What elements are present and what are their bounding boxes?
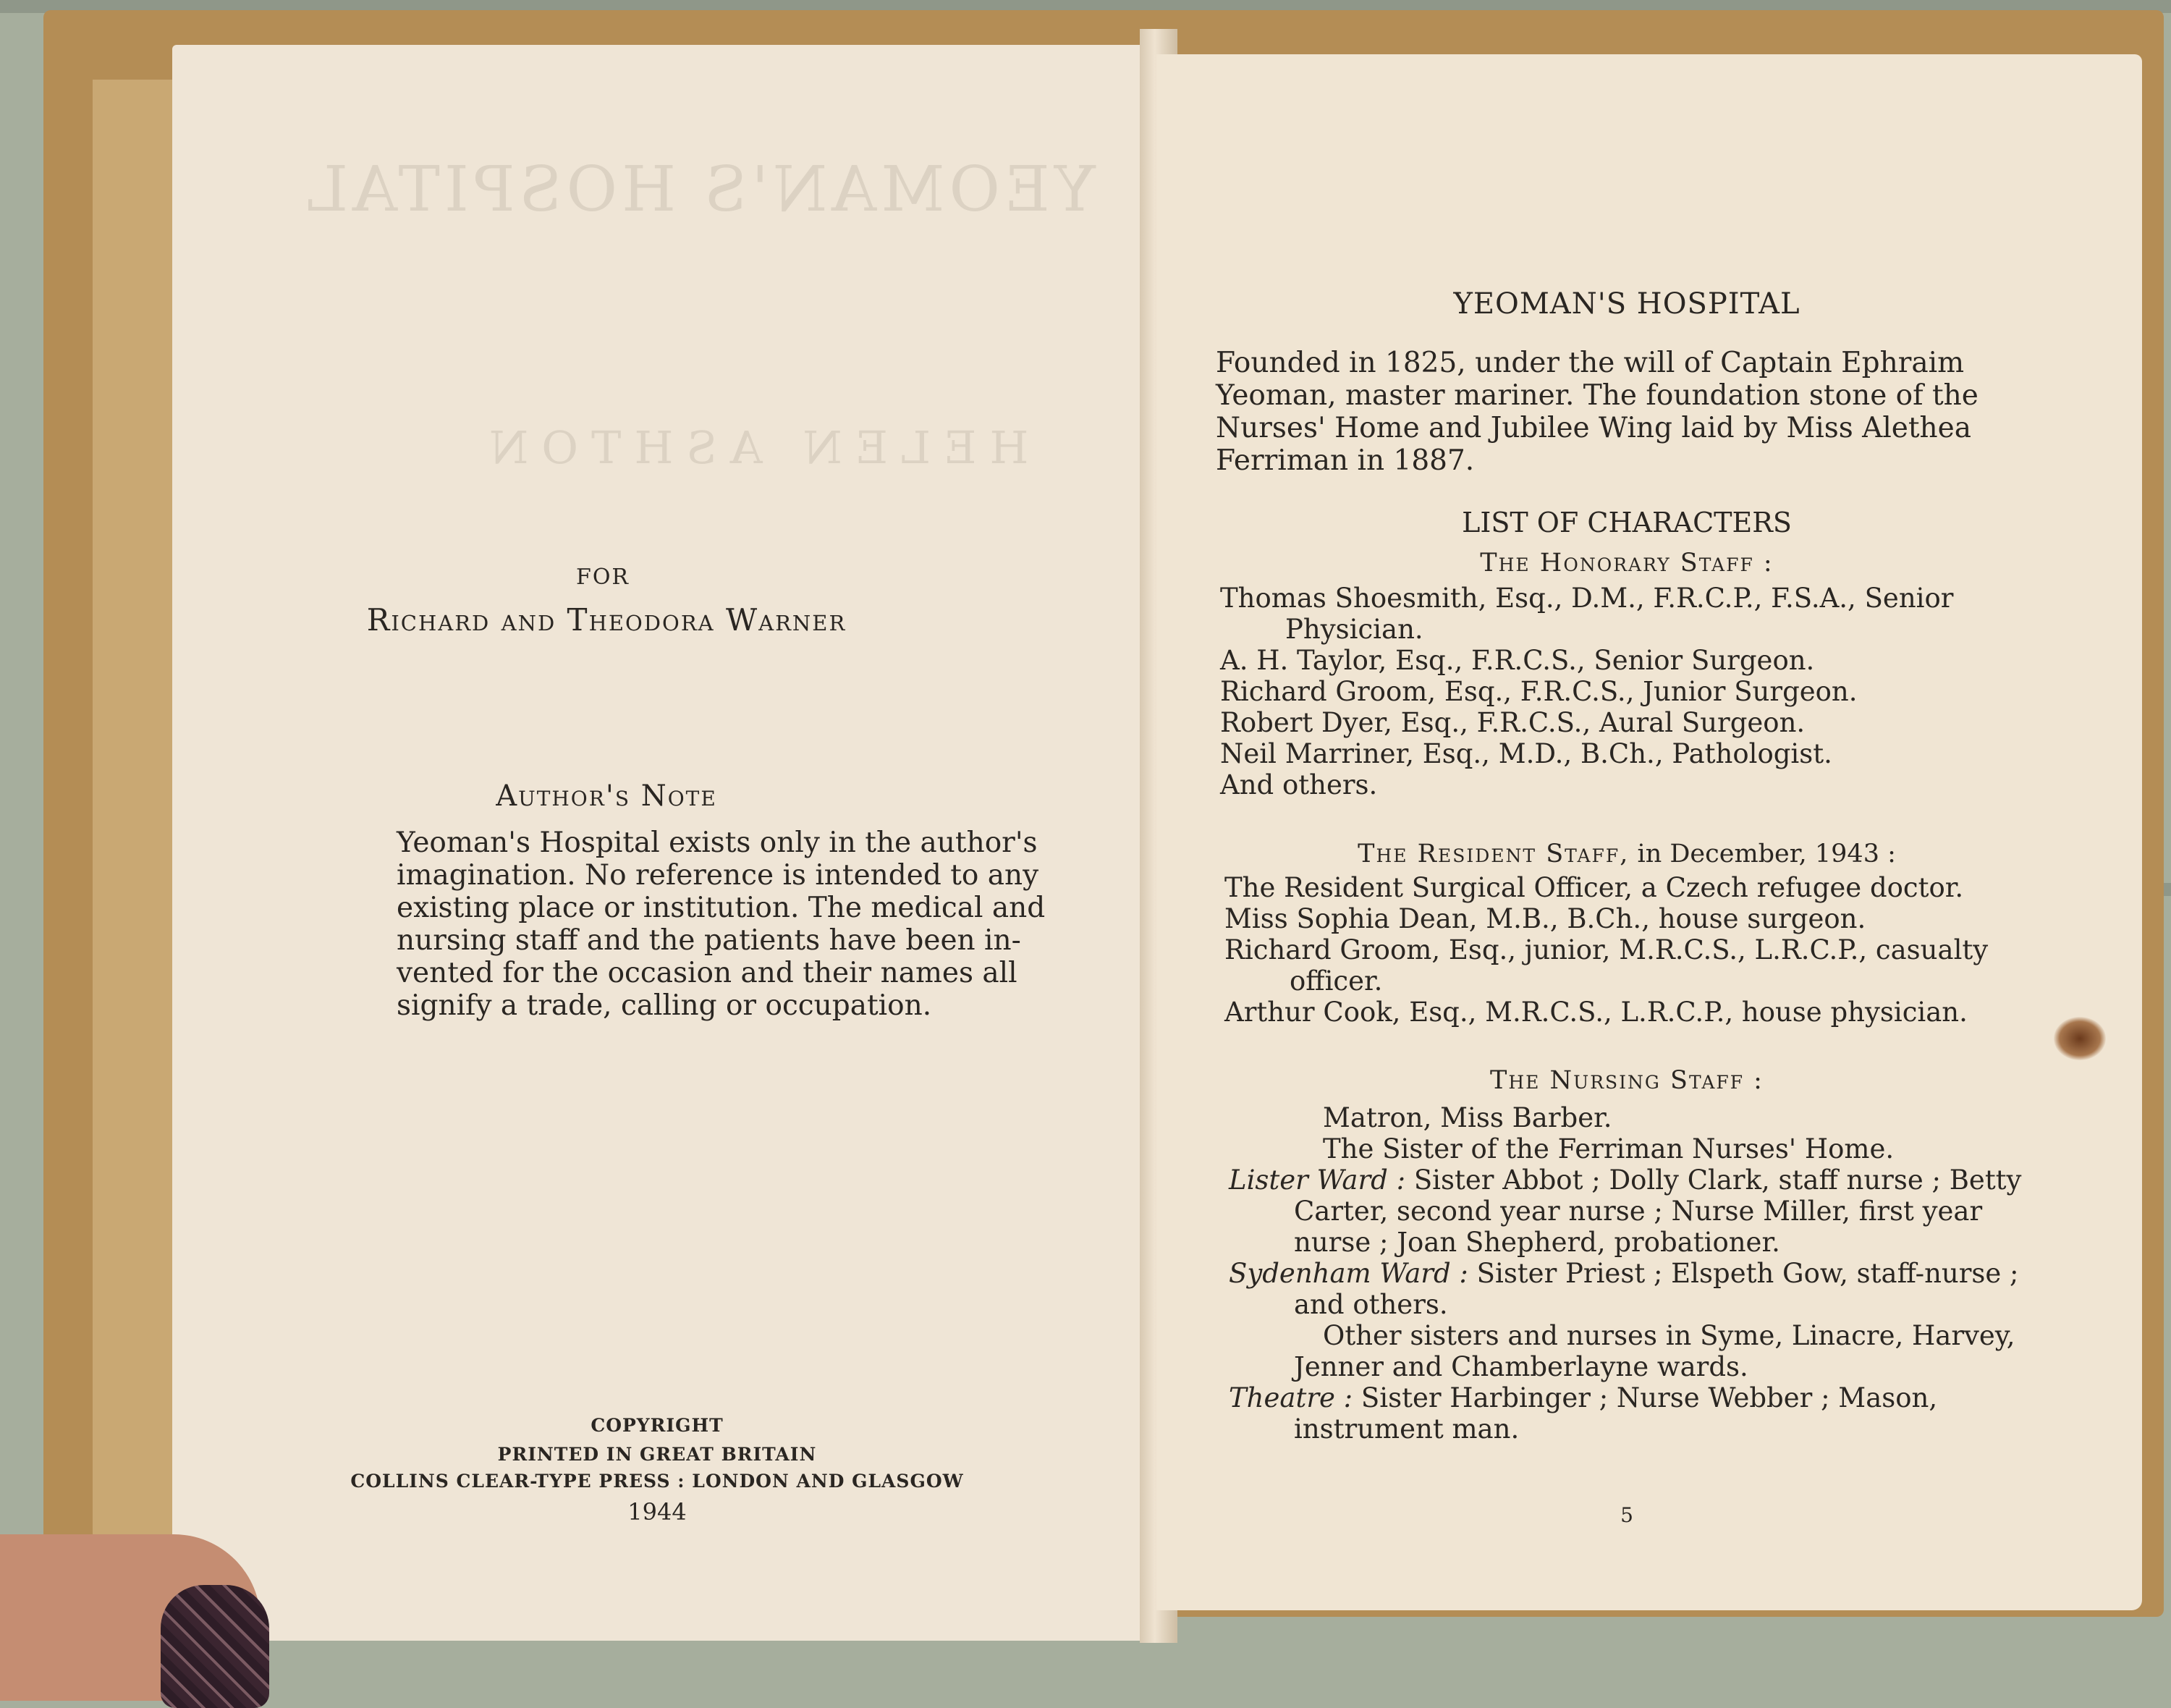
copyright-line: COPYRIGHT <box>591 1415 724 1436</box>
press-line: COLLINS CLEAR-TYPE PRESS : LONDON AND GLASGOW <box>350 1471 964 1492</box>
list-item: Richard Groom, Esq., junior, M.R.C.S., L.R.C.P., casualty <box>1224 934 1989 965</box>
note-line: imagination. No reference is intended to any <box>397 859 1039 892</box>
list-item: Miss Sophia Dean, M.B., B.Ch., house surgeon. <box>1224 903 1866 934</box>
lister-ward-entry <box>1229 1164 2021 1196</box>
sydenham-ward-entry <box>1229 1258 2021 1289</box>
painted-fingernail <box>161 1585 269 1708</box>
ward-text: Sister Harbinger ; Nurse Webber ; Mason, <box>1353 1382 1938 1413</box>
dedication-for: FOR <box>576 565 630 590</box>
list-item: Neil Marriner, Esq., M.D., B.Ch., Pathologist. <box>1220 738 1832 769</box>
honorary-heading: The Honorary Staff : <box>1480 549 1774 578</box>
ward-text: Sister Abbot ; Dolly Clark, staff nurse ; Betty <box>1405 1164 2022 1196</box>
printed-in-line: PRINTED IN GREAT BRITAIN <box>497 1444 817 1465</box>
show-through-title: YEOMAN'S HOSPITAL <box>302 153 1096 226</box>
year-line: 1944 <box>627 1498 687 1526</box>
ward-text: Sister Priest ; Elspeth Gow, staff-nurse ; <box>1468 1258 2019 1289</box>
founding-paragraph <box>1216 347 1979 477</box>
list-item: Matron, Miss Barber. <box>1323 1102 1612 1133</box>
ward-label: Sydenham Ward : <box>1229 1258 1468 1289</box>
right-page <box>1156 54 2142 1610</box>
list-item: nurse ; Joan Shepherd, probationer. <box>1294 1227 1780 1258</box>
nursing-staff-list <box>1229 1102 2021 1445</box>
list-item: instrument man. <box>1294 1413 1520 1445</box>
note-line: Yeoman's Hospital exists only in the author's <box>397 826 1038 859</box>
page-number: 5 <box>1620 1503 1633 1527</box>
list-heading: LIST OF CHARACTERS <box>1462 507 1792 538</box>
show-through-author: HELEN ASHTON <box>476 421 1029 474</box>
list-item: officer. <box>1290 965 1383 997</box>
list-item: and others. <box>1294 1289 1448 1320</box>
author-note-text <box>397 826 1045 1022</box>
ward-label: Lister Ward : <box>1229 1164 1406 1196</box>
list-item: Other sisters and nurses in Syme, Linacre, Harvey, <box>1323 1320 2015 1351</box>
founding-line: Yeoman, master mariner. The foundation stone of the <box>1216 379 1979 412</box>
note-line: signify a trade, calling or occupation. <box>397 989 932 1022</box>
list-item: A. H. Taylor, Esq., F.R.C.S., Senior Surgeon. <box>1220 645 1815 676</box>
left-page <box>172 45 1169 1641</box>
author-note-heading: Author's Note <box>496 779 717 813</box>
resident-heading-label: The Resident Staff, <box>1358 840 1630 868</box>
founding-line: Nurses' Home and Jubilee Wing laid by Miss Alethea <box>1216 412 1971 444</box>
honorary-staff-list <box>1220 583 1953 800</box>
list-item: Arthur Cook, Esq., M.R.C.S., L.R.C.P., house physician. <box>1224 997 1968 1028</box>
list-item: And others. <box>1220 769 1378 800</box>
theatre-entry <box>1229 1382 2021 1413</box>
list-item: The Sister of the Ferriman Nurses' Home. <box>1323 1133 1895 1164</box>
page-title: YEOMAN'S HOSPITAL <box>1453 287 1800 321</box>
list-item: Richard Groom, Esq., F.R.C.S., Junior Surgeon. <box>1220 676 1858 707</box>
founding-line: Founded in 1825, under the will of Captain Ephraim <box>1216 347 1965 379</box>
resident-heading-date: in December, 1943 : <box>1629 840 1896 868</box>
resident-staff-list <box>1224 872 1988 1028</box>
cover-cloth-edge <box>93 80 176 1570</box>
list-item: Thomas Shoesmith, Esq., D.M., F.R.C.P., F.S.A., Senior <box>1220 583 1954 614</box>
foxing-stain <box>2054 1017 2106 1060</box>
list-item: Jenner and Chamberlayne wards. <box>1294 1351 1748 1382</box>
list-item: The Resident Surgical Officer, a Czech refugee doctor. <box>1224 872 1964 903</box>
note-line: nursing staff and the patients have been in- <box>397 924 1021 957</box>
ward-label: Theatre : <box>1229 1382 1353 1413</box>
dedication-names: Richard and Theodora Warner <box>366 602 847 638</box>
list-item: Physician. <box>1285 614 1423 645</box>
resident-heading <box>1156 840 2097 868</box>
note-line: vented for the occasion and their names all <box>397 957 1017 989</box>
nursing-heading: The Nursing Staff : <box>1490 1066 1764 1095</box>
list-item: Robert Dyer, Esq., F.R.C.S., Aural Surgeon. <box>1220 707 1806 738</box>
list-item: Carter, second year nurse ; Nurse Miller, first year <box>1294 1196 1983 1227</box>
founding-line: Ferriman in 1887. <box>1216 444 1475 477</box>
note-line: existing place or institution. The medical and <box>397 892 1046 924</box>
